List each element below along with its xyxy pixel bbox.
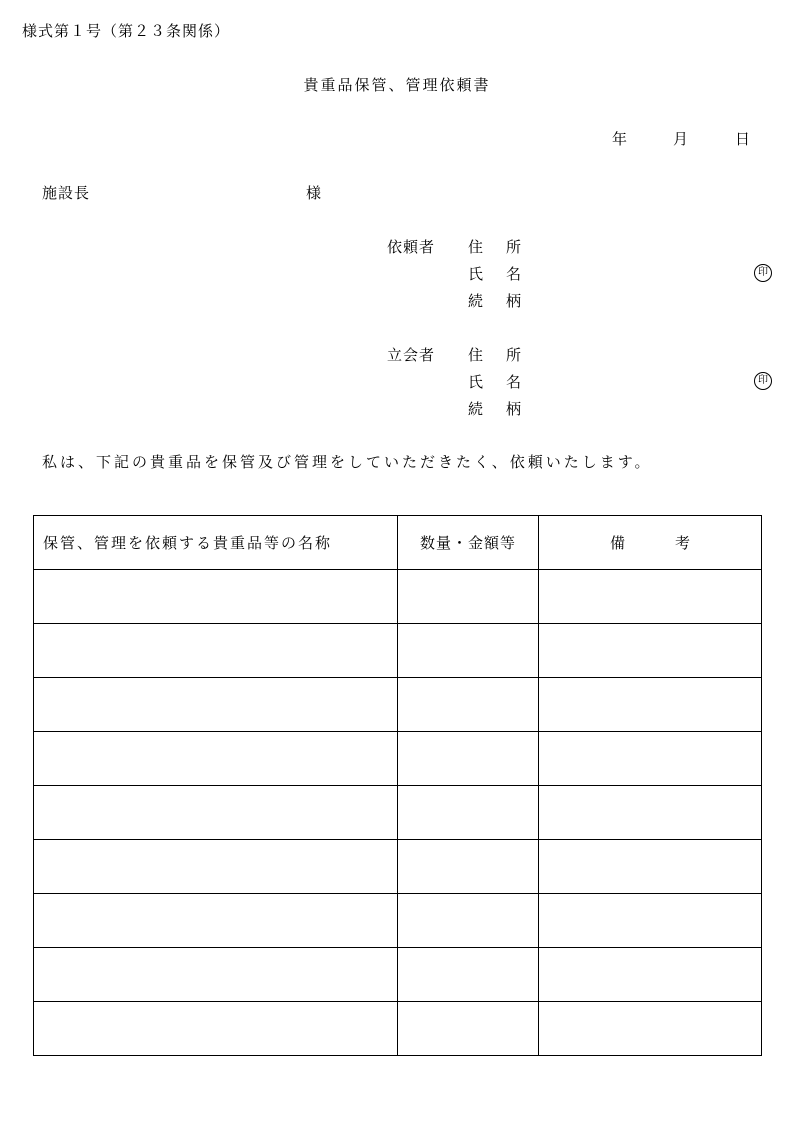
table-row [34,948,762,1002]
cell-quantity[interactable] [398,624,539,678]
cell-quantity[interactable] [398,678,539,732]
document-title: 貴重品保管、管理依頼書 [303,76,491,94]
cell-notes[interactable] [539,1002,762,1056]
cell-quantity[interactable] [398,732,539,786]
requester-seal-mark: 印 [754,264,772,282]
witness-address-label: 住所 [468,346,545,364]
table-row [34,1002,762,1056]
cell-notes[interactable] [539,840,762,894]
cell-notes[interactable] [539,894,762,948]
cell-item-name[interactable] [34,840,398,894]
requester-relation-label: 続柄 [468,292,545,310]
cell-quantity[interactable] [398,948,539,1002]
form-number: 様式第１号（第２３条関係） [22,22,231,40]
addressee-honorific: 様 [306,184,322,202]
cell-quantity[interactable] [398,786,539,840]
cell-item-name[interactable] [34,948,398,1002]
valuables-table [33,515,762,1056]
cell-notes[interactable] [539,624,762,678]
table-row [34,570,762,624]
cell-item-name[interactable] [34,678,398,732]
cell-notes[interactable] [539,570,762,624]
cell-item-name[interactable] [34,570,398,624]
cell-item-name[interactable] [34,894,398,948]
witness-seal-mark: 印 [754,372,772,390]
witness-relation-label: 続柄 [468,400,545,418]
request-statement: 私は、下記の貴重品を保管及び管理をしていただきたく、依頼いたします。 [42,453,653,471]
table-row [34,894,762,948]
requester-label: 依頼者 [387,238,436,256]
cell-item-name[interactable] [34,732,398,786]
date-day-label: 日 [735,130,751,148]
cell-item-name[interactable] [34,786,398,840]
witness-label: 立会者 [387,346,436,364]
addressee-name: 施設長 [42,184,91,202]
witness-name-label: 氏名 [468,373,545,391]
requester-name-label: 氏名 [468,265,545,283]
cell-item-name[interactable] [34,1002,398,1056]
cell-quantity[interactable] [398,570,539,624]
header-notes: 備考 [539,516,762,570]
cell-quantity[interactable] [398,894,539,948]
header-quantity: 数量・金額等 [398,516,539,570]
table-row [34,678,762,732]
date-month-label: 月 [673,130,689,148]
table-row [34,732,762,786]
cell-notes[interactable] [539,678,762,732]
date-year-label: 年 [612,130,628,148]
cell-notes[interactable] [539,948,762,1002]
cell-item-name[interactable] [34,624,398,678]
cell-notes[interactable] [539,732,762,786]
table-row [34,786,762,840]
header-item-name: 保管、管理を依頼する貴重品等の名称 [34,516,398,570]
cell-notes[interactable] [539,786,762,840]
table-row [34,624,762,678]
cell-quantity[interactable] [398,840,539,894]
requester-address-label: 住所 [468,238,545,256]
table-row [34,840,762,894]
cell-quantity[interactable] [398,1002,539,1056]
table-header-row [34,516,762,570]
